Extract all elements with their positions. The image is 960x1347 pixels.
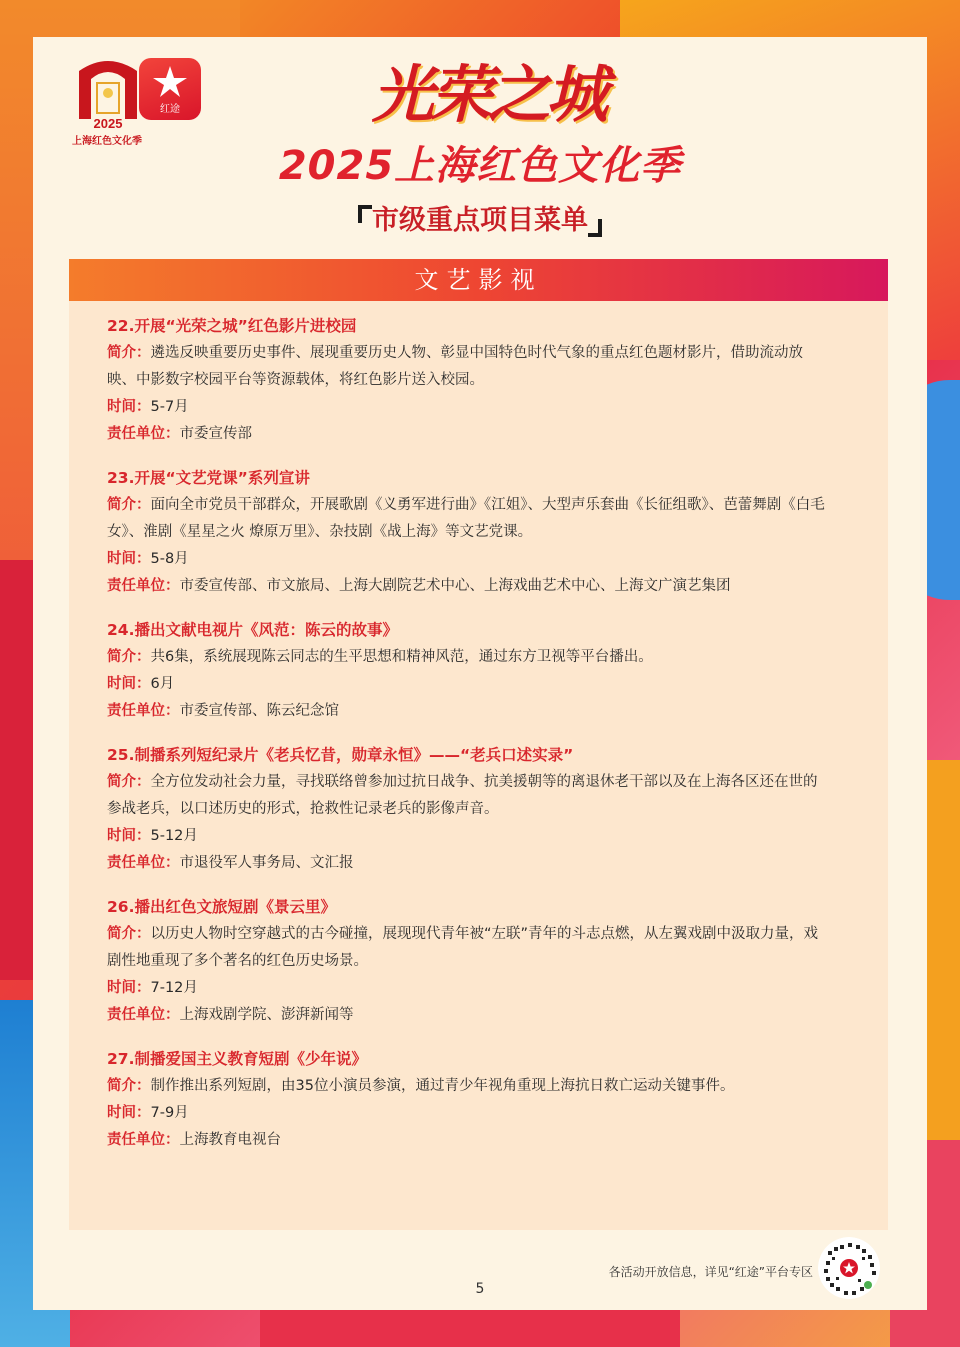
item-unit [107,850,859,877]
item-intro [107,492,859,519]
time-value: 5-12月 [150,828,198,844]
intro-label: 简介： [107,926,151,942]
intro-text: 面向全市党员干部群众，开展歌剧《义勇军进行曲》《江姐》、大型声乐套曲《长征组歌》、芭蕾舞剧《白毛 [150,497,825,513]
item-intro-cont: 女》、淮剧《星星之火 燎原万里》、杂技剧《战上海》等文艺党课。 [107,524,533,540]
time-value: 6月 [150,676,175,692]
unit-value: 市退役军人事务局、文汇报 [179,855,354,871]
item-intro [107,644,859,671]
item-unit [107,1127,859,1154]
unit-label: 责任单位： [107,703,180,719]
list-item [107,617,888,725]
intro-text: 遴选反映重要历史事件、展现重要历史人物、彰显中国特色时代气象的重点红色题材影片，借助流动放 [150,345,803,361]
item-intro [107,921,859,948]
item-time [107,1100,859,1127]
time-value: 7-12月 [150,980,198,996]
logo-subtitle: 上海红色文化季 [72,136,142,147]
time-value: 5-8月 [150,551,189,567]
page-number: 5 [475,1281,485,1297]
item-unit [107,698,859,725]
unit-value: 上海教育电视台 [179,1132,281,1148]
intro-label: 简介： [107,1078,151,1094]
intro-label: 简介： [107,497,151,513]
item-time [107,671,859,698]
intro-label: 简介： [107,345,151,361]
unit-value: 上海戏剧学院、澎湃新闻等 [179,1007,354,1023]
time-label: 时间： [107,399,151,415]
intro-text: 以历史人物时空穿越式的古今碰撞，展现现代青年被“左联”青年的斗志点燃，从左翼戏剧中汲取力量，戏 [150,926,819,942]
footer-note: 各活动开放信息，详见“红途”平台专区 [608,1265,813,1279]
unit-value: 市委宣传部、市文旅局、上海大剧院艺术中心、上海戏曲艺术中心、上海文广演艺集团 [179,578,731,594]
item-time [107,546,859,573]
unit-label: 责任单位： [107,855,180,871]
item-intro [107,1073,859,1100]
unit-value: 市委宣传部 [179,426,252,442]
page-card [33,37,927,1310]
time-label: 时间： [107,1105,151,1121]
item-unit [107,421,859,448]
item-title: 26.播出红色文旅短剧《景云里》 [107,898,336,916]
time-label: 时间： [107,828,151,844]
item-unit [107,1002,859,1029]
item-intro-cont: 参战老兵，以口述历史的形式，抢救性记录老兵的影像声音。 [107,801,499,817]
item-intro [107,769,859,796]
background-block [260,1310,680,1347]
hongtu-app-icon [139,58,201,120]
list-item [107,1046,888,1154]
red-culture-season-logo-icon [73,57,143,119]
item-title: 23.开展“文艺党课”系列宣讲 [107,469,310,487]
item-intro-cont: 剧性地重现了多个著名的红色历史场景。 [107,953,368,969]
item-time [107,394,859,421]
intro-label: 简介： [107,649,151,665]
item-unit [107,573,859,600]
unit-value: 市委宣传部、陈云纪念馆 [179,703,339,719]
intro-text: 全方位发动社会力量，寻找联络曾参加过抗日战争、抗美援朝等的离退休老干部以及在上海各区还在世的 [150,774,818,790]
page-title: 2025上海红色文化季 [278,143,682,189]
subtitle-text: 市级重点项目菜单 [372,205,588,236]
item-title: 22.开展“光荣之城”红色影片进校园 [107,317,357,335]
time-value: 7-9月 [150,1105,189,1121]
unit-label: 责任单位： [107,578,180,594]
intro-text: 共6集，系统展现陈云同志的生平思想和精神风范，通过东方卫视等平台播出。 [150,649,653,665]
time-label: 时间： [107,551,151,567]
bracket-right-icon [588,219,602,237]
intro-label: 简介： [107,774,151,790]
bracket-left-icon [358,205,372,223]
item-intro [107,340,859,367]
star-icon [139,58,201,102]
list-item [107,465,888,600]
item-title: 25.制播系列短纪录片《老兵忆昔，勋章永恒》——“老兵口述实录” [107,746,574,764]
list-item [107,313,888,448]
item-time [107,975,859,1002]
time-label: 时间： [107,980,151,996]
logo-year: 2025 [93,116,123,131]
time-value: 5-7月 [150,399,189,415]
section-header: 文艺影视 [69,259,888,301]
unit-label: 责任单位： [107,426,180,442]
intro-text: 制作推出系列短剧，由35位小演员参演，通过青少年视角重现上海抗日救亡运动关键事件。 [150,1078,735,1094]
list-item [107,894,888,1029]
page-subtitle [356,201,604,241]
item-title: 24.播出文献电视片《风范：陈云的故事》 [107,621,398,639]
item-time [107,823,859,850]
item-intro-cont: 映、中影数字校园平台等资源载体，将红色影片送入校园。 [107,372,484,388]
section-arts-film [69,259,888,1230]
list-item [107,742,888,877]
item-title: 27.制播爱国主义教育短剧《少年说》 [107,1050,367,1068]
calligraphy-title: 光荣之城 [371,58,604,131]
app-icon-label: 红途 [160,104,180,115]
item-list [69,301,888,1154]
subtitle-wrap [33,201,927,241]
time-label: 时间： [107,676,151,692]
qr-code-icon[interactable] [818,1237,880,1299]
unit-label: 责任单位： [107,1007,180,1023]
unit-label: 责任单位： [107,1132,180,1148]
